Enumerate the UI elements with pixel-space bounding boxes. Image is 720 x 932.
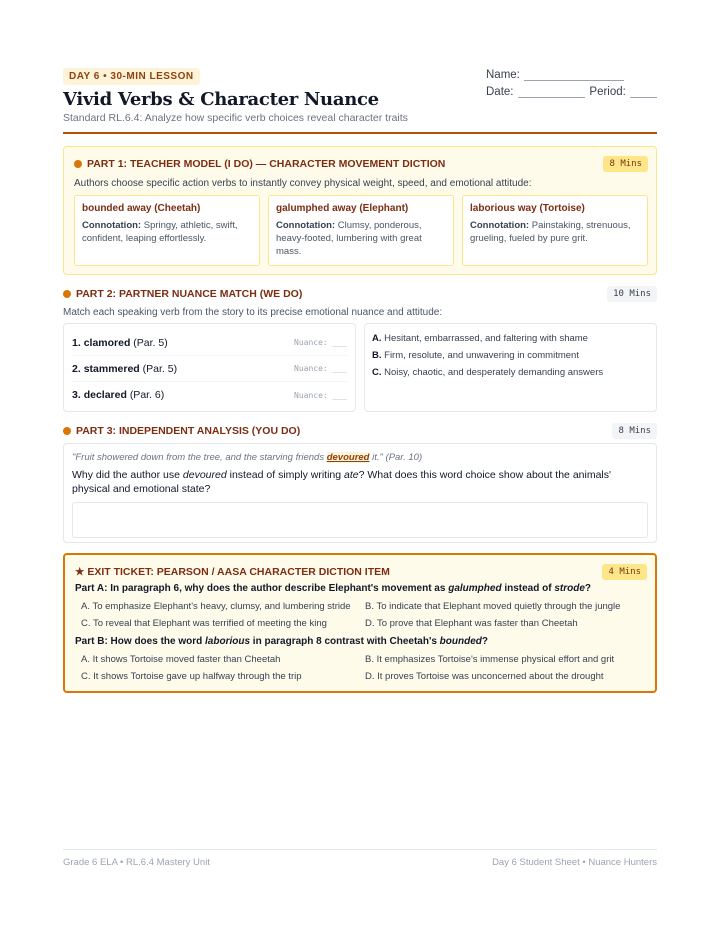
choice-d[interactable]: D. It proves Tortoise was unconcerned about the drought <box>365 671 604 682</box>
verb-row <box>72 382 347 408</box>
worksheet-header <box>63 62 657 134</box>
choice-c[interactable]: C. To reveal that Elephant was terrified of meeting the king <box>81 618 327 629</box>
footer-left: Grade 6 ELA • RL.6.4 Mastery Unit <box>63 857 210 868</box>
answer-input-box[interactable] <box>72 502 648 538</box>
worksheet-page <box>63 0 657 932</box>
model-heading: bounded away (Cheetah) <box>82 203 201 214</box>
choice-d[interactable]: D. To prove that Elephant was faster than Cheetah <box>365 618 578 629</box>
part1-intro: Authors choose specific action verbs to instantly convey physical weight, speed, and emotional attitude: <box>74 178 532 189</box>
part-b-choices <box>81 653 649 684</box>
option-a: A. Hesitant, embarrassed, and faltering with shame <box>372 333 588 344</box>
period-label: Period: <box>589 86 626 98</box>
part2-instruction: Match each speaking verb from the story to its precise emotional nuance and attitude: <box>63 307 443 318</box>
choice-a[interactable]: A. It shows Tortoise moved faster than Cheetah <box>81 654 281 665</box>
verb-list <box>63 323 356 412</box>
name-label: Name: <box>486 69 520 81</box>
connotation-text: Clumsy, ponderous, heavy-footed, lumbering with great mass. <box>276 220 422 257</box>
verb-row <box>72 330 347 356</box>
part1-title <box>74 158 445 170</box>
bullet-dot-icon <box>63 290 71 298</box>
part1-minutes-badge: 8 Mins <box>603 156 648 172</box>
choice-b[interactable]: B. To indicate that Elephant moved quietly through the jungle <box>365 601 621 612</box>
choice-a[interactable]: A. To emphasize Elephant's heavy, clumsy, and lumbering stride <box>81 601 351 612</box>
choice-b[interactable]: B. It emphasizes Tortoise's immense physical effort and grit <box>365 654 615 665</box>
part1-title-text: PART 1: TEACHER MODEL (I DO) — CHARACTER MOVEMENT DICTION <box>87 158 446 170</box>
verb-label: 3. declared (Par. 6) <box>72 389 165 401</box>
model-heading: galumphed away (Elephant) <box>276 203 409 214</box>
exit-ticket <box>63 553 657 693</box>
connotation-label: Connotation: <box>276 220 336 231</box>
verb-label: 2. stammered (Par. 5) <box>72 362 178 375</box>
choice-c[interactable]: C. It shows Tortoise gave up halfway through the trip <box>81 671 302 682</box>
nuance-blank[interactable]: Nuance: ___ <box>294 390 347 400</box>
part3-analysis <box>63 443 657 543</box>
model-cards <box>74 195 648 266</box>
connotation-text: Painstaking, strenuous, grueling, fueled by pure grit. <box>470 220 631 244</box>
nuance-blank[interactable]: Nuance: ___ <box>294 364 347 373</box>
bullet-dot-icon <box>74 160 82 168</box>
part2-title-text: PART 2: PARTNER NUANCE MATCH (WE DO) <box>76 288 303 300</box>
text-quote: "Fruit showered down from the tree, and the starving friends devoured it." (Par. 10) <box>72 452 423 463</box>
verb-row <box>72 356 347 382</box>
page-title: Vivid Verbs & Character Nuance <box>63 89 379 110</box>
model-card-cheetah <box>74 195 260 266</box>
model-connotation <box>82 219 252 245</box>
day-badge: DAY 6 • 30-MIN LESSON <box>63 68 200 85</box>
exit-minutes-badge: 4 Mins <box>602 564 647 580</box>
connotation-label: Connotation: <box>470 220 530 231</box>
student-info-block <box>486 64 657 98</box>
part3-header <box>63 423 657 441</box>
exit-title: ★ EXIT TICKET: PEARSON / AASA CHARACTER DICTION ITEM <box>75 566 390 578</box>
footer-right: Day 6 Student Sheet • Nuance Hunters <box>492 857 657 868</box>
nuance-blank[interactable]: Nuance: ___ <box>294 338 347 347</box>
part3-title-text: PART 3: INDEPENDENT ANALYSIS (YOU DO) <box>76 425 301 437</box>
part2-title <box>63 288 302 300</box>
part-a-question: Part A: In paragraph 6, why does the author describe Elephant's movement as galumphed instead of strode? <box>75 583 592 594</box>
part-b-question: Part B: How does the word laborious in paragraph 8 contrast with Cheetah's bounded? <box>75 636 488 647</box>
highlighted-word: devoured <box>326 452 370 463</box>
page-footer <box>63 849 657 868</box>
bullet-dot-icon <box>63 427 71 435</box>
model-heading: laborious way (Tortoise) <box>470 203 585 214</box>
name-field[interactable] <box>524 71 624 81</box>
nuance-options <box>364 323 657 412</box>
model-connotation <box>470 219 640 245</box>
part3-title <box>63 425 300 437</box>
option-b: B. Firm, resolute, and unwavering in commitment <box>372 350 579 361</box>
date-period-line <box>486 81 657 98</box>
part2-minutes-badge: 10 Mins <box>607 286 657 302</box>
date-label: Date: <box>486 86 514 98</box>
part1-teacher-model <box>63 146 657 275</box>
model-card-tortoise <box>462 195 648 266</box>
part-a-choices <box>81 600 649 631</box>
connotation-label: Connotation: <box>82 220 142 231</box>
standard-text: Standard RL.6.4: Analyze how specific verb choices reveal character traits <box>63 112 408 124</box>
verb-label: 1. clamored (Par. 5) <box>72 336 168 349</box>
date-field[interactable] <box>518 88 586 98</box>
analysis-question: Why did the author use devoured instead of simply writing ate? What does this word choice show about the animals' physical and emotional state? <box>72 469 611 495</box>
part3-minutes-badge: 8 Mins <box>612 423 657 439</box>
period-field[interactable] <box>630 88 657 98</box>
connotation-text: Springy, athletic, swift, confident, leaping effortlessly. <box>82 220 238 244</box>
option-c: C. Noisy, chaotic, and desperately demanding answers <box>372 367 604 378</box>
name-line <box>486 64 657 81</box>
model-connotation <box>276 219 446 258</box>
model-card-elephant <box>268 195 454 266</box>
part2-header <box>63 286 657 304</box>
